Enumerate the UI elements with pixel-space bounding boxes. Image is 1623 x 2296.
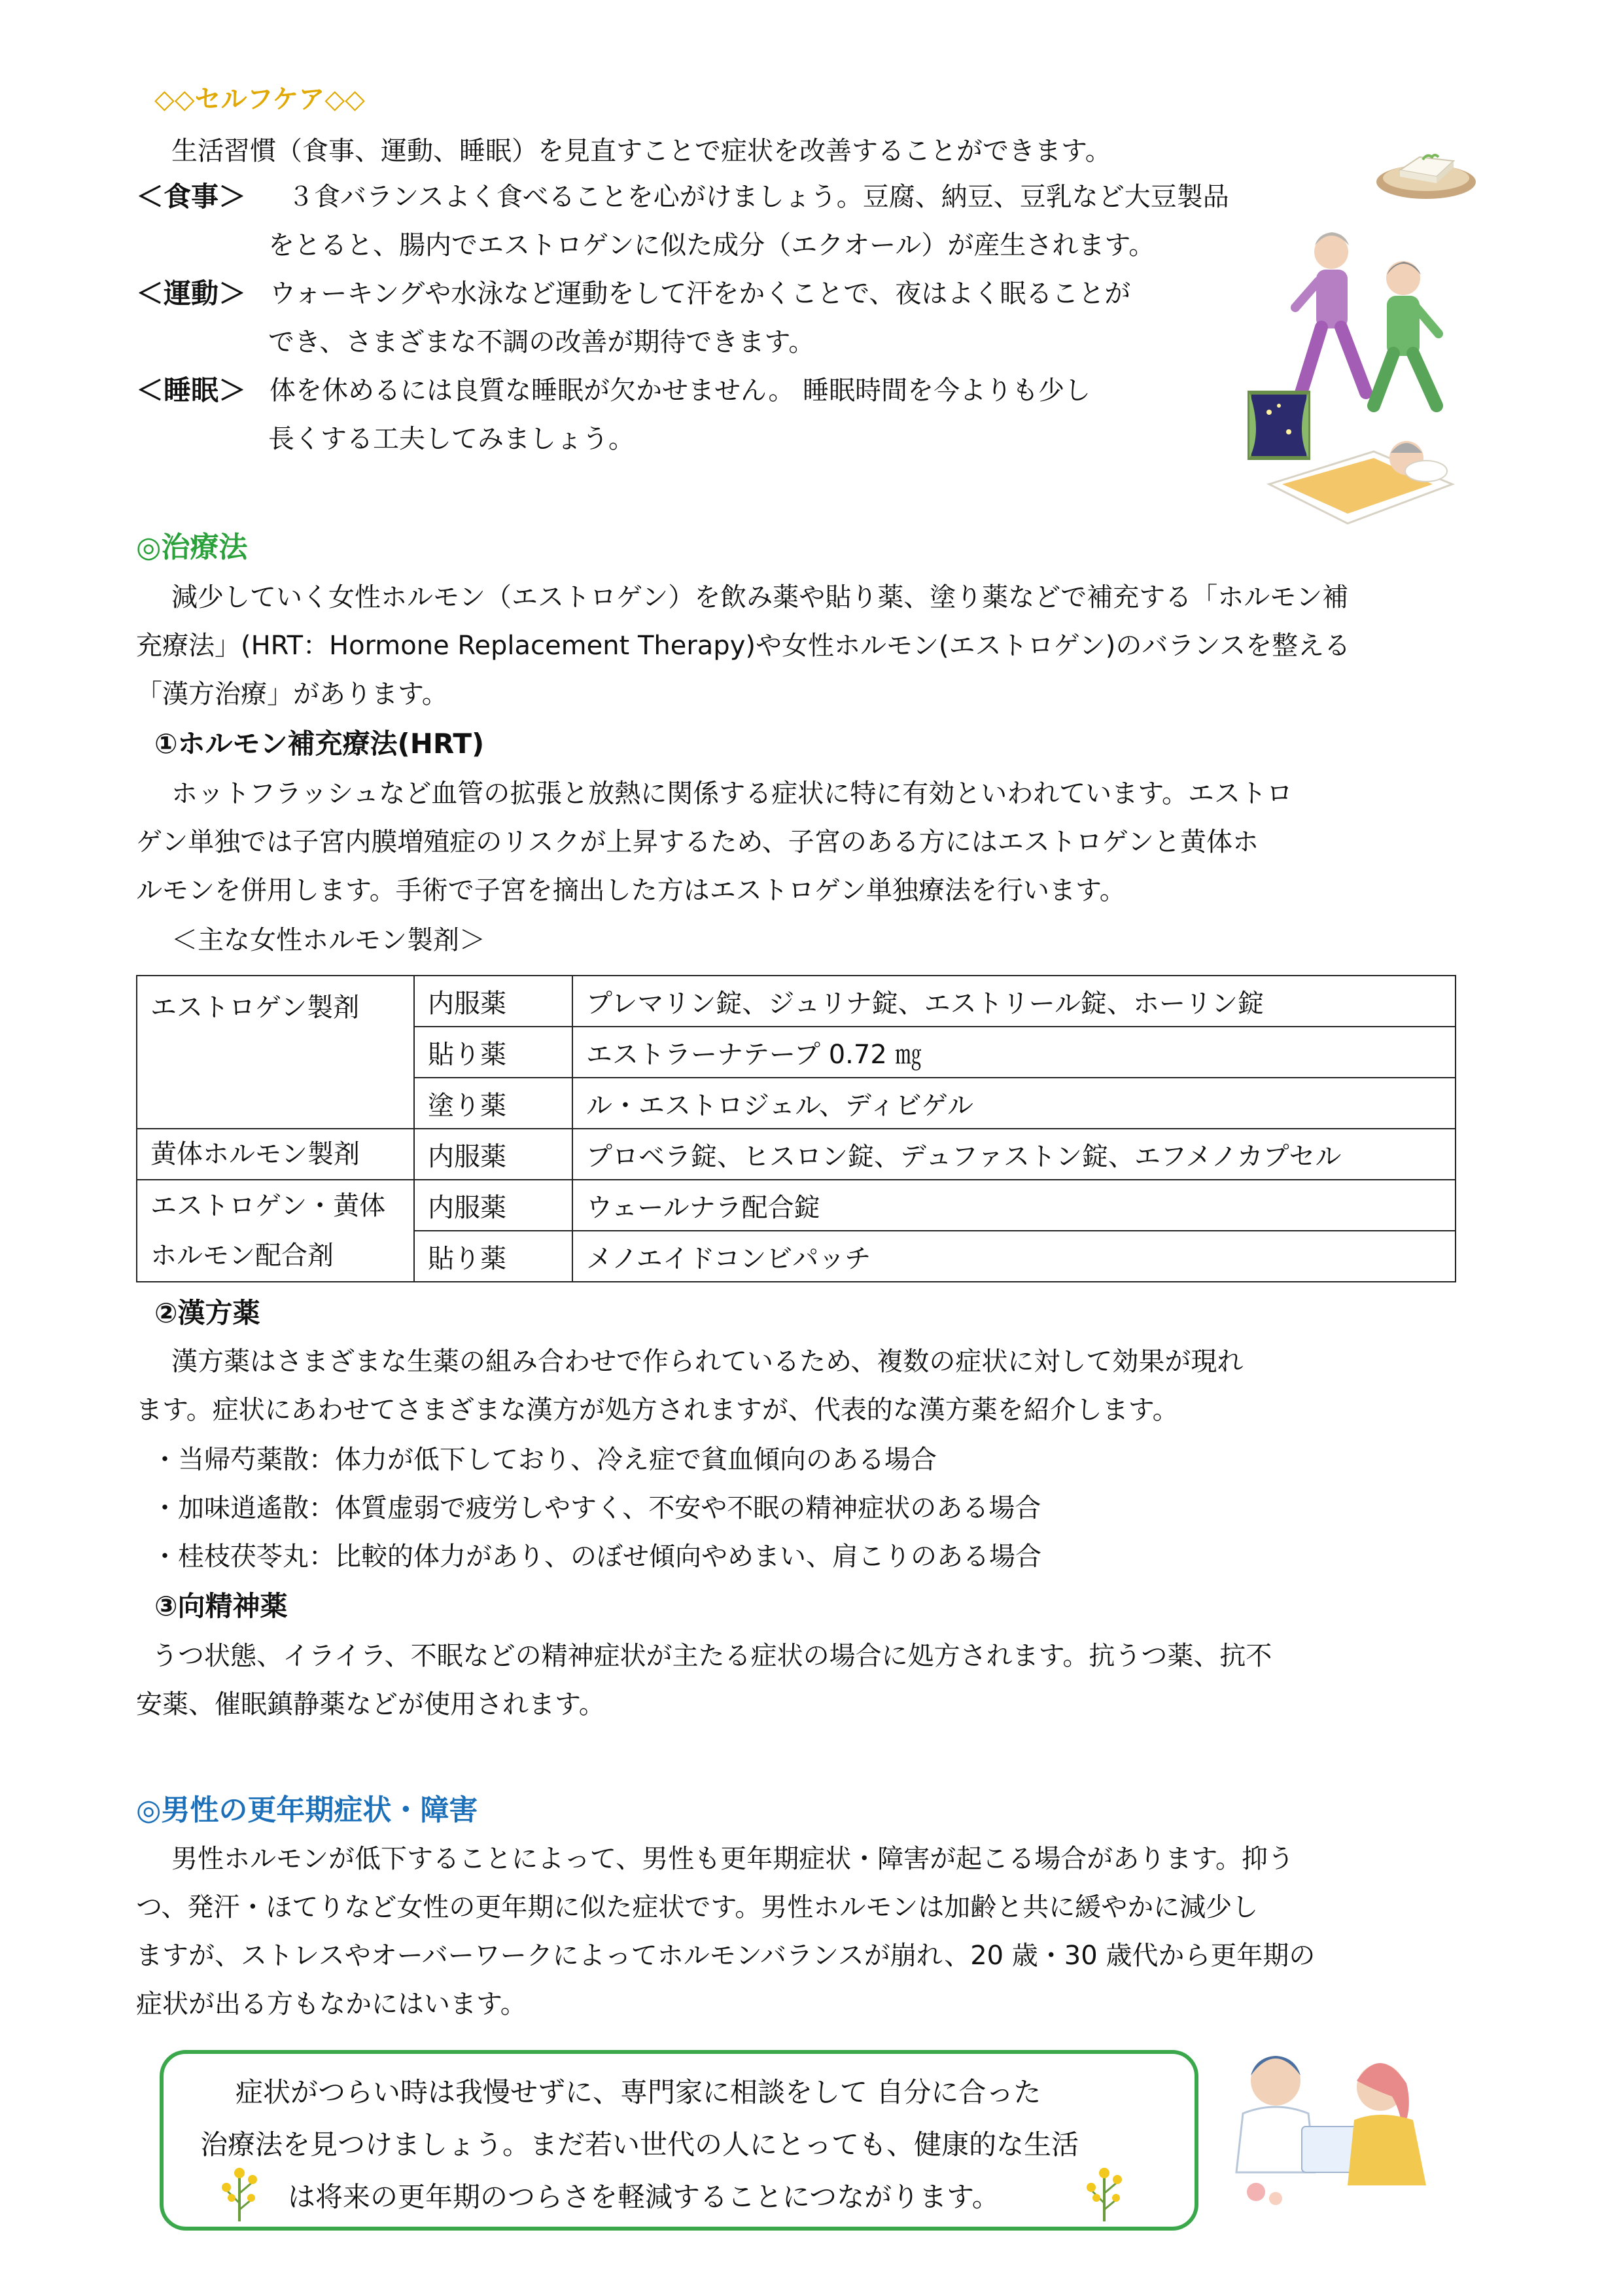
advice-callout (160, 2050, 1198, 2231)
male-line-3: ますが、ストレスやオーバーワークによってホルモンバランスが崩れ、20 歳・30 歳代から更年期の (136, 1941, 1316, 1971)
sleep-line-2: 長くする工夫してみましょう。 (268, 424, 635, 454)
table-cell-category: 黄体ホルモン製剤 (137, 1129, 414, 1180)
sleep-label: ＜睡眠＞ (136, 374, 247, 406)
combo-line-2: ホルモン配合剤 (150, 1241, 334, 1271)
table-row (137, 1180, 1456, 1231)
hrt-line-2: ゲン単独では子宮内膜増殖症のリスクが上昇するため、子宮のある方にはエストロゲンと黄体ホ (136, 827, 1259, 857)
psych-heading: ③向精神薬 (154, 1590, 288, 1622)
sleeping-illustration (1243, 386, 1465, 530)
table-cell-drugs: エストラーナテープ 0.72 ㎎ (572, 1027, 1456, 1078)
tofu-illustration (1374, 131, 1478, 203)
male-heading: ◎男性の更年期症状・障害 (136, 1793, 478, 1827)
male-line-4: 症状が出る方もなかにはいます。 (136, 1989, 527, 2019)
diet-label: ＜食事＞ (136, 181, 247, 213)
diet-line-1: ３食バランスよく食べることを心がけましょう。豆腐、納豆、豆乳など大豆製品 (288, 182, 1229, 212)
table-cell-drugs: ウェールナラ配合錠 (572, 1180, 1456, 1231)
treatment-intro-3: 「漢方治療」があります。 (136, 679, 448, 709)
selfcare-intro: 生活習慣（食事、運動、睡眠）を見直すことで症状を改善することができます。 (171, 136, 1111, 166)
table-cell-type: 貼り薬 (414, 1231, 572, 1282)
psych-line-1: うつ状態、イライラ、不眠などの精神症状が主たる症状の場合に処方されます。抗うつ薬、抗不 (152, 1641, 1272, 1671)
male-line-2: つ、発汗・ほてりなど女性の更年期に似た症状です。男性ホルモンは加齢と共に緩やかに減少し (136, 1892, 1259, 1922)
exercise-label: ＜運動＞ (136, 277, 247, 309)
kampo-bullet-3: ・桂枝茯苓丸：比較的体力があり、のぼせ傾向やめまい、肩こりのある場合 (152, 1542, 1041, 1572)
table-cell-drugs: プレマリン錠、ジュリナ錠、エストリール錠、ホーリン錠 (572, 976, 1456, 1027)
psych-line-2: 安薬、催眠鎮静薬などが使用されます。 (136, 1689, 605, 1720)
treatment-heading: ◎治療法 (136, 531, 248, 564)
table-row (137, 1129, 1456, 1180)
table-cell-drugs: メノエイドコンビパッチ (572, 1231, 1456, 1282)
table-cell-category: エストロゲン製剤 (137, 976, 414, 1129)
treatment-intro-1: 減少していく女性ホルモン（エストロゲン）を飲み薬や貼り薬、塗り薬などで補充する「ホルモン補 (171, 582, 1349, 612)
mimosa-flower-icon (1085, 2164, 1124, 2223)
table-cell-type: 塗り薬 (414, 1078, 572, 1129)
callout-line-3: は将来の更年期のつらさを軽減することにつながります。 (288, 2181, 1000, 2213)
mimosa-flower-icon (220, 2164, 259, 2223)
hormone-table (136, 975, 1456, 1282)
table-cell-drugs: プロベラ錠、ヒスロン錠、デュファストン錠、エフメノカプセル (572, 1129, 1456, 1180)
selfcare-heading: ◇◇セルフケア◇◇ (154, 84, 365, 115)
exercise-line-2: でき、さまざまな不調の改善が期待できます。 (268, 327, 815, 357)
table-cell-type: 内服薬 (414, 976, 572, 1027)
table-cell-type: 貼り薬 (414, 1027, 572, 1078)
hrt-line-3: ルモンを併用します。手術で子宮を摘出した方はエストロゲン単独療法を行います。 (136, 875, 1126, 906)
sleep-line-1: 体を休めるには良質な睡眠が欠かせません。 睡眠時間を今よりも少し (270, 376, 1091, 406)
exercise-line-1: ウォーキングや水泳など運動をして汗をかくことで、夜はよく眠ることが (270, 279, 1131, 309)
callout-line-1: 症状がつらい時は我慢せずに、専門家に相談をして 自分に合った (236, 2076, 1041, 2108)
hrt-line-1: ホットフラッシュなど血管の拡張と放熱に関係する症状に特に有効といわれています。エストロ (171, 779, 1293, 809)
diet-line-2: をとると、腸内でエストロゲンに似た成分（エクオール）が産生されます。 (268, 230, 1155, 260)
kampo-bullet-1: ・当帰芍薬散：体力が低下しており、冷え症で貧血傾向のある場合 (152, 1445, 937, 1475)
table-cell-type: 内服薬 (414, 1129, 572, 1180)
callout-line-2: 治療法を見つけましょう。まだ若い世代の人にとっても、健康的な生活 (200, 2128, 1079, 2161)
kampo-bullet-2: ・加味逍遙散：体質虚弱で疲労しやすく、不安や不眠の精神症状のある場合 (152, 1493, 1041, 1523)
table-cell-category (137, 1180, 414, 1282)
hormone-table-caption: ＜主な女性ホルモン製剤＞ (171, 925, 485, 955)
combo-line-1: エストロゲン・黄体 (150, 1191, 386, 1221)
treatment-intro-2: 充療法」(HRT：Hormone Replacement Therapy)や女性ホルモン(エストロゲン)のバランスを整える (136, 631, 1351, 661)
kampo-line-1: 漢方薬はさまざまな生薬の組み合わせで作られているため、複数の症状に対して効果が現れ (171, 1347, 1244, 1377)
male-line-1: 男性ホルモンが低下することによって、男性も更年期症状・障害が起こる場合があります。抑う (171, 1844, 1294, 1874)
consultation-illustration (1217, 2035, 1433, 2212)
table-row (137, 976, 1456, 1027)
hrt-heading: ①ホルモン補充療法(HRT) (154, 728, 485, 760)
kampo-line-2: ます。症状にあわせてさまざまな漢方が処方されますが、代表的な漢方薬を紹介します。 (136, 1395, 1179, 1425)
table-cell-drugs: ル・エストロジェル、ディビゲル (572, 1078, 1456, 1129)
kampo-heading: ②漢方薬 (154, 1297, 260, 1329)
table-cell-type: 内服薬 (414, 1180, 572, 1231)
